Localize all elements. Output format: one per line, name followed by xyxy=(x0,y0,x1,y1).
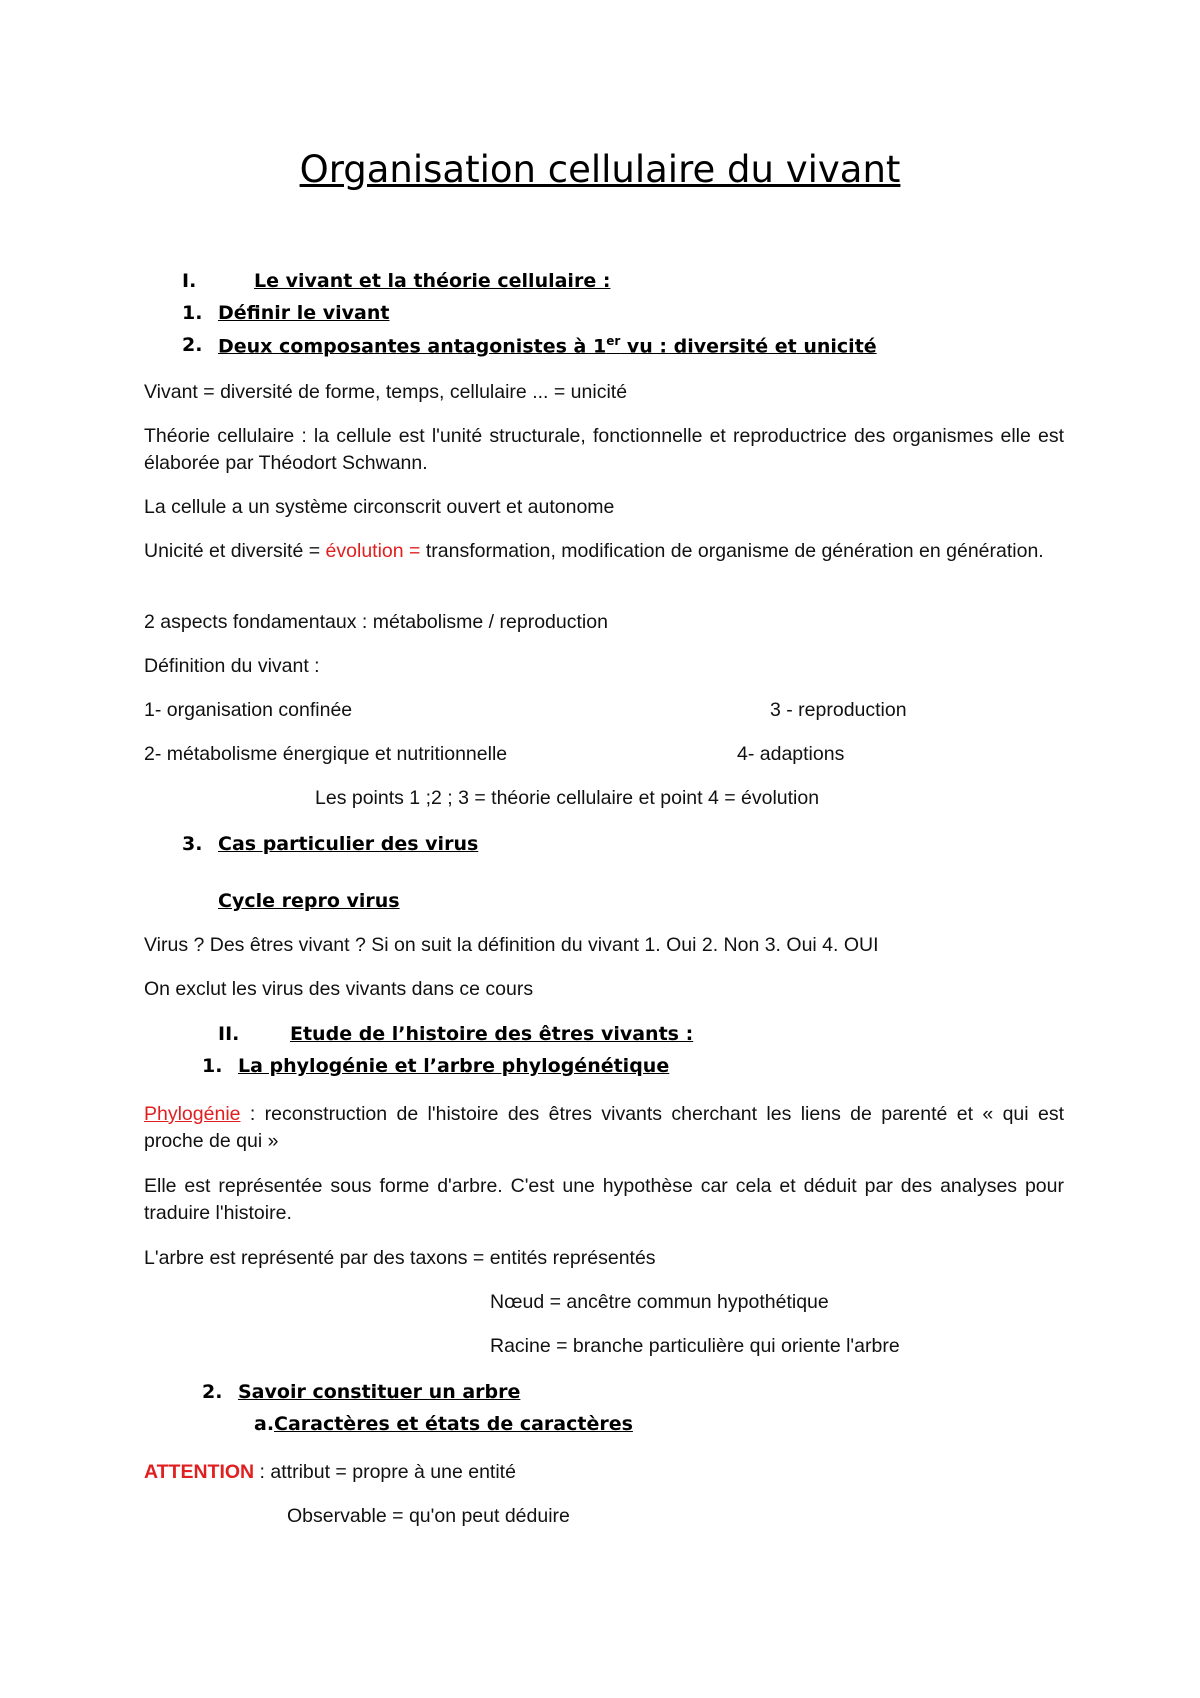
paragraph-noeud: Nœud = ancêtre commun hypothétique xyxy=(490,1291,829,1313)
paragraph-theorie-cellulaire: Théorie cellulaire : la cellule est l'unité structurale, fonctionnelle et reproductrice des organismes elle est élaborée par Théodort Schwann. xyxy=(144,425,1064,474)
paragraph-virus: Virus ? Des êtres vivant ? Si on suit la définition du vivant 1. Oui 2. Non 3. Oui 4. OUI xyxy=(144,934,879,956)
subsection-number: 2. xyxy=(202,1381,223,1403)
subsection-title: Cas particulier des virus xyxy=(218,833,479,855)
subsection-number: 1. xyxy=(202,1055,223,1077)
subsection-title: Caractères et états de caractères xyxy=(274,1413,633,1435)
list-item-4: 4- adaptions xyxy=(737,743,845,765)
paragraph-taxons: L'arbre est représenté par des taxons = entités représentés xyxy=(144,1247,656,1269)
subsection-number: 2. xyxy=(182,334,203,356)
paragraph-unicite: Unicité et diversité = évolution = transformation, modification de organisme de génération en génération. xyxy=(144,540,1044,562)
paragraph-points: Les points 1 ;2 ; 3 = théorie cellulaire et point 4 = évolution xyxy=(315,787,820,809)
paragraph-definition: Définition du vivant : xyxy=(144,655,320,677)
page-title: Organisation cellulaire du vivant xyxy=(299,148,901,191)
list-item-2: 2- métabolisme énergique et nutritionnelle xyxy=(144,743,508,765)
phylogenie-term: Phylogénie xyxy=(144,1103,241,1125)
subsection-title: La phylogénie et l’arbre phylogénétique xyxy=(238,1055,670,1077)
section-number: I. xyxy=(182,270,197,292)
paragraph-phylogenie: Phylogénie : reconstruction de l'histoire des êtres vivants cherchant les liens de parenté et « qui est proche de qui » xyxy=(144,1103,1064,1152)
subsection-number: 1. xyxy=(182,302,203,324)
section-number: II. xyxy=(218,1023,240,1045)
document-page: Organisation cellulaire du vivant I. Le vivant et la théorie cellulaire : 1. Définir le vivant 2. Deux composantes antagonistes à 1er vu : diversité et unicité Vivant = diversité de forme, temps, cellulaire ... = unicité Théorie cellulaire : la cellule est l'unité structurale, fonctionnelle et reproductrice des organismes elle est élaborée par Théodort Schwann. La cellule a un système circonscrit ouvert et autonome Unicité et diversité = évolution = transformation, modification de organisme de génération en génération. 2 aspects fondamentaux : métabolisme / reproduction Définition du vivant : 1- organisation confinée 3 - reproduction 2- métabolisme énergique et nutritionnelle 4- adaptions Les points 1 ;2 ; 3 = théorie cellulaire et point 4 = évolution 3. Cas particulier des virus Cycle repro virus Virus ? Des êtres vivant ? Si on suit la définition du vivant 1. Oui 2. Non 3. Oui 4. OUI On exclut les virus des vivants dans ce cours II. Etude de l’histoire des êtres vivants : 1. La phylogénie et l’arbre phylogénétique Phylogénie : reconstruction de l'histoire des êtres vivants cherchant les liens de parenté et « qui est proche de qui » Elle est représentée sous forme d'arbre. C'est une hypothèse car cela et déduit par des analyses pour traduire l'histoire. L'arbre est représenté par des taxons = entités représentés Nœud = ancêtre commun hypothétique Racine = branche particulière qui oriente l'arbre 2. Savoir constituer un arbre a. Caractères et états de caractères ATTENTION : attribut = propre à une entité Observable = qu'on peut déduire xyxy=(0,0,1200,1698)
list-item-1: 1- organisation confinée xyxy=(144,699,353,721)
section-title: Le vivant et la théorie cellulaire : xyxy=(254,270,611,292)
subsection-title: Savoir constituer un arbre xyxy=(238,1381,521,1403)
subsection-title: Deux composantes antagonistes à 1er vu : diversité et unicité xyxy=(218,334,877,358)
subsection-letter: a. xyxy=(254,1413,275,1435)
subsection-title: Définir le vivant xyxy=(218,302,390,324)
subsection-number: 3. xyxy=(182,833,203,855)
attention-label: ATTENTION xyxy=(144,1461,255,1483)
paragraph-cellule: La cellule a un système circonscrit ouvert et autonome xyxy=(144,496,615,518)
paragraph-racine: Racine = branche particulière qui oriente l'arbre xyxy=(490,1335,900,1357)
paragraph-attention: ATTENTION : attribut = propre à une entité xyxy=(144,1461,516,1483)
evolution-highlight: évolution = xyxy=(325,540,421,562)
paragraph-arbre: Elle est représentée sous forme d'arbre. C'est une hypothèse car cela et déduit par des analyses pour traduire l'histoire. xyxy=(144,1175,1064,1224)
paragraph-aspects: 2 aspects fondamentaux : métabolisme / reproduction xyxy=(144,611,608,633)
paragraph-observable: Observable = qu'on peut déduire xyxy=(287,1505,570,1527)
section-title: Etude de l’histoire des êtres vivants : xyxy=(290,1023,694,1045)
paragraph-exclut: On exclut les virus des vivants dans ce cours xyxy=(144,978,534,1000)
list-item-3: 3 - reproduction xyxy=(770,699,907,721)
paragraph-vivant: Vivant = diversité de forme, temps, cellulaire ... = unicité xyxy=(144,381,628,403)
